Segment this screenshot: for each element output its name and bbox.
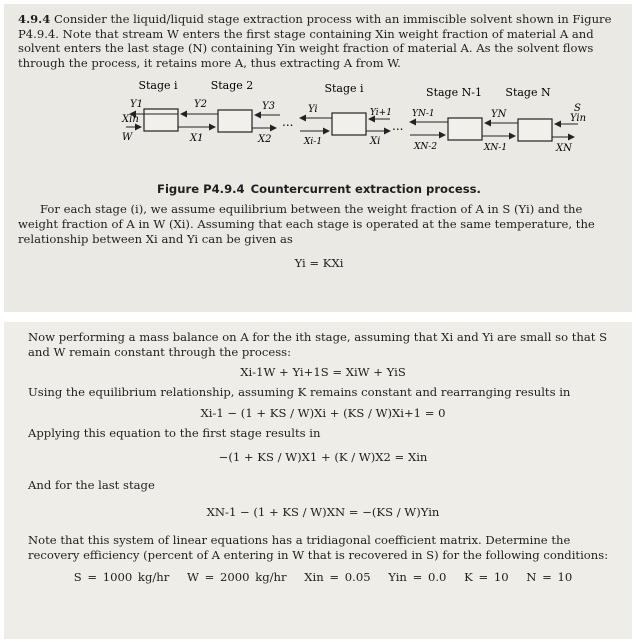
- stage-box-n: [518, 119, 552, 141]
- label-y1: Y1: [130, 99, 143, 111]
- figure-label: Figure P4.9.4: [157, 182, 245, 197]
- balance-paragraph: Now performing a mass balance on A for the ith stage, assuming that Xi and Yi are small so that S and W remain constant through the process:: [28, 330, 608, 359]
- figure-caption: [18, 182, 620, 196]
- condition-yin: Yin = 0.0: [388, 570, 447, 585]
- equation-balance: Xi-1W + Yi+1S = XiW + YiS: [240, 365, 406, 380]
- label-yn-1: YN-1: [412, 109, 435, 120]
- problem-intro: Consider the liquid/liquid stage extraction process with an immiscible solvent shown in Figure P4.9.4. Note that stream W enters the first stage containing Xin weight fraction of material A and solvent enters the last stage (N) containing Yin weight fraction of material A. As the solvent flows through the process, it retains more A, thus extracting A from W.: [18, 12, 612, 70]
- top-panel: [4, 4, 632, 312]
- label-xn: XN: [556, 143, 572, 155]
- equation-last-stage: XN-1 − (1 + KS / W)XN = −(KS / W)Yin: [206, 504, 440, 519]
- label-y3: Y3: [262, 101, 275, 113]
- condition-k: K = 10: [464, 570, 509, 585]
- equation-rearranged: Xi-1 − (1 + KS / W)Xi + (KS / W)Xi+1 = 0: [200, 405, 446, 420]
- stage-box-1: [144, 109, 178, 131]
- label-w: W: [122, 132, 133, 144]
- first-stage-paragraph: Applying this equation to the first stage results in: [28, 425, 321, 440]
- rearrange-paragraph: Using the equilibrium relationship, assuming K remains constant and rearranging results in: [28, 385, 571, 400]
- equation-first-stage: −(1 + KS / W)X1 + (K / W)X2 = Xin: [218, 450, 428, 465]
- label-yi: Yi: [308, 104, 318, 116]
- label-x2: X2: [258, 134, 272, 146]
- ellipsis-2: ...: [392, 119, 404, 134]
- figure-title: Countercurrent extraction process.: [250, 182, 481, 197]
- stage-label-1: Stage i: [138, 79, 178, 93]
- problem-number: 4.9.4: [18, 12, 51, 26]
- extraction-diagram: [18, 76, 618, 172]
- label-xi: Xi: [370, 136, 381, 148]
- stage-label-n: Stage N: [505, 86, 551, 100]
- label-xi-1: Xi-1: [304, 137, 323, 148]
- equation-equilibrium: Yi = KXi: [294, 256, 344, 271]
- stage-box-2: [218, 110, 252, 132]
- label-y2: Y2: [194, 99, 207, 111]
- label-xin: Xin: [122, 114, 139, 126]
- label-yn: YN: [491, 109, 507, 121]
- bottom-panel: [4, 322, 632, 639]
- conditions-line: [28, 570, 618, 584]
- label-yi+1: Yi+1: [370, 108, 392, 119]
- equilibrium-paragraph: For each stage (i), we assume equilibrium between the weight fraction of A in S (Yi) and the weight fraction of A in W (Xi). Assuming that each stage is operated at the same temperature, the relationship between Xi and Yi can be given as: [18, 202, 595, 246]
- condition-s: S = 1000 kg/hr: [73, 570, 170, 585]
- stage-box-i: [332, 113, 366, 135]
- stage-box-n-1: [448, 118, 482, 140]
- closing-paragraph: Note that this system of linear equations has a tridiagonal coefficient matrix. Determine the recovery efficiency (percent of A entering in W that is recovered in S) for the following conditions:: [28, 532, 609, 562]
- label-xn-1: XN-1: [484, 143, 508, 154]
- condition-w: W = 2000 kg/hr: [187, 570, 287, 585]
- ellipsis-1: ...: [282, 115, 294, 130]
- last-stage-paragraph: And for the last stage: [28, 478, 155, 493]
- condition-xin: Xin = 0.05: [304, 570, 371, 585]
- condition-n: N = 10: [526, 570, 573, 585]
- label-s: S: [574, 103, 581, 115]
- label-x1: X1: [190, 133, 204, 145]
- stage-label-2: Stage 2: [210, 79, 254, 93]
- stage-label-n-1: Stage N-1: [426, 86, 482, 100]
- label-xn-2: XN-2: [414, 142, 438, 153]
- label-yin: Yin: [570, 113, 587, 125]
- stage-label-i: Stage i: [324, 82, 364, 96]
- problem-statement: [18, 12, 620, 70]
